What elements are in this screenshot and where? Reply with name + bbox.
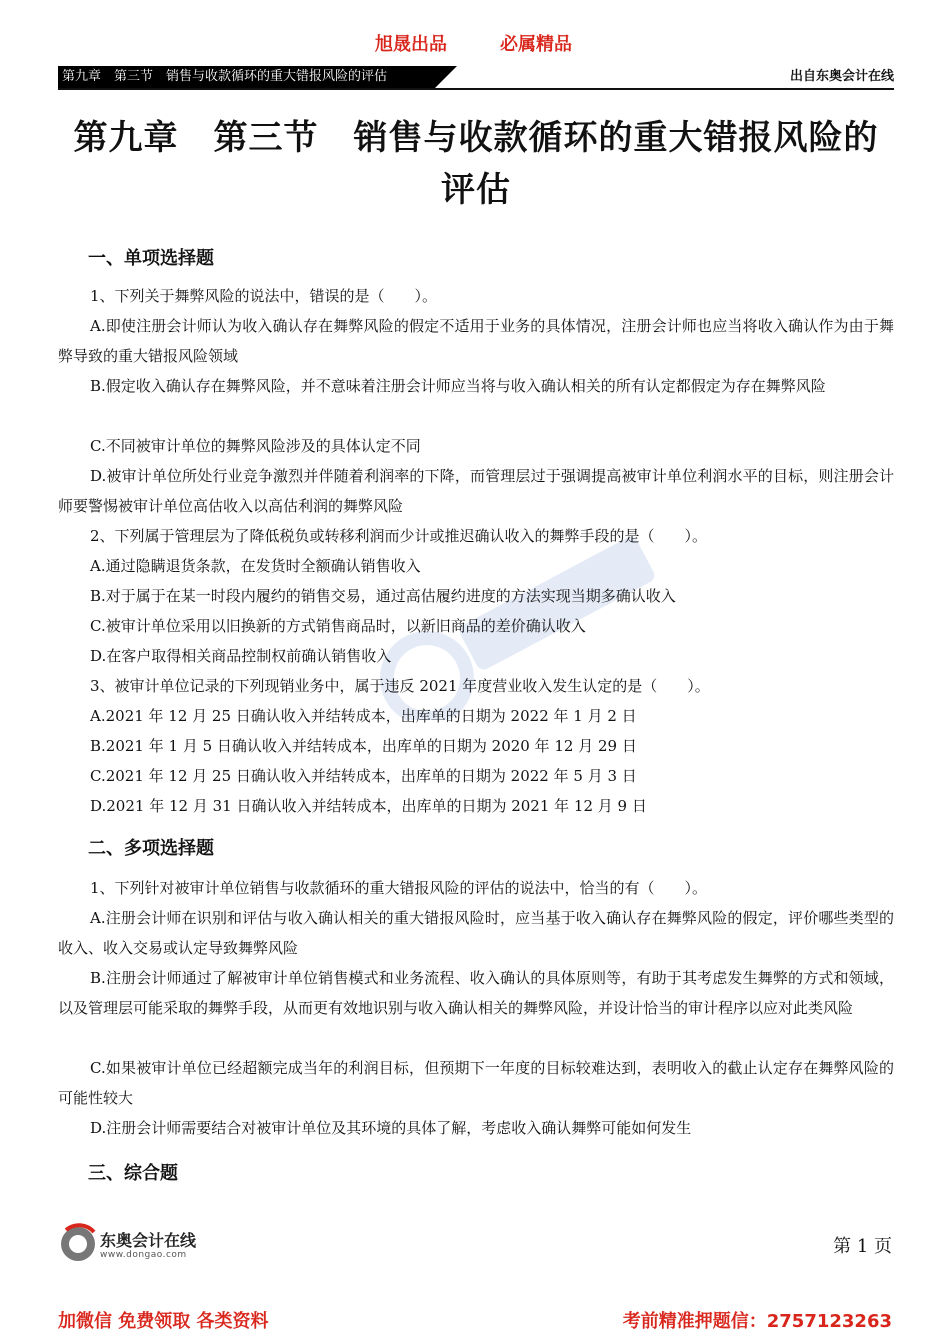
promo-right: 必属精品	[500, 34, 572, 55]
option-text: A.即使注册会计师认为收入确认存在舞弊风险的假定不适用于业务的具体情况，注册会计师也应当将收入确认作为由于舞弊导致的重大错报风险领域	[58, 317, 894, 365]
bottom-promo-left: 加微信 免费领取 各类资料	[58, 1311, 269, 1332]
page-number: 第 1 页	[833, 1236, 892, 1257]
header-chapter-tab: 第九章 第三节 销售与收款循环的重大错报风险的评估	[58, 66, 435, 88]
question-text: 1、下列关于舞弊风险的说法中，错误的是（ ）。	[90, 287, 438, 305]
option-text: B.2021 年 1 月 5 日确认收入并结转成本，出库单的日期为 2020 年 12 月 29 日	[90, 737, 637, 755]
option-text: C.被审计单位采用以旧换新的方式销售商品时，以新旧商品的差价确认收入	[90, 617, 586, 635]
option-text: A.注册会计师在识别和评估与收入确认相关的重大错报风险时，应当基于收入确认存在舞弊风险的假定，评价哪些类型的收入、收入交易或认定导致舞弊风险	[58, 909, 894, 957]
option-text: B.假定收入确认存在舞弊风险，并不意味着注册会计师应当将与收入确认相关的所有认定都假定为存在舞弊风险	[90, 377, 826, 395]
option-text: C.2021 年 12 月 25 日确认收入并结转成本，出库单的日期为 2022 年 5 月 3 日	[90, 767, 637, 785]
option-text: A.通过隐瞒退货条款，在发货时全额确认销售收入	[90, 557, 421, 575]
bottom-promo-right: 考前精准押题信：2757123263	[622, 1311, 892, 1332]
header-tab-slant	[435, 66, 457, 88]
footer-logo-url: www.dongao.com	[100, 1250, 187, 1260]
question-text: 1、下列针对被审计单位销售与收款循环的重大错报风险的评估的说法中，恰当的有（ ）。	[90, 879, 708, 897]
option-text: C.不同被审计单位的舞弊风险涉及的具体认定不同	[90, 437, 421, 455]
title-line-2: 评估	[441, 170, 511, 210]
header-source: 出自东奥会计在线	[789, 69, 894, 84]
option-text: D.注册会计师需要结合对被审计单位及其环境的具体了解，考虑收入确认舞弊可能如何发生	[90, 1119, 692, 1137]
question-text: 3、被审计单位记录的下列现销业务中，属于违反 2021 年度营业收入发生认定的是（ ）。	[90, 677, 710, 695]
option-text: D.被审计单位所处行业竞争激烈并伴随着利润率的下降，而管理层过于强调提高被审计单位利润水平的目标，则注册会计师要警惕被审计单位高估收入以高估利润的舞弊风险	[58, 467, 894, 515]
option-text: C.如果被审计单位已经超额完成当年的利润目标，但预期下一年度的目标较难达到，表明收入的截止认定存在舞弊风险的可能性较大	[58, 1059, 894, 1107]
section-heading-single: 一、单项选择题	[88, 248, 214, 269]
title-line-1: 第九章 第三节 销售与收款循环的重大错报风险的	[73, 118, 879, 158]
section-heading-multi: 二、多项选择题	[88, 838, 214, 859]
option-text: B.对于属于在某一时段内履约的销售交易，通过高估履约进度的方法实现当期多确认收入	[90, 587, 676, 605]
option-text: A.2021 年 12 月 25 日确认收入并结转成本，出库单的日期为 2022 年 1 月 2 日	[90, 707, 637, 725]
document-title	[58, 112, 894, 216]
promo-left: 旭晟出品	[375, 34, 447, 55]
running-header	[58, 66, 894, 90]
question-text: 2、下列属于管理层为了降低税负或转移利润而少计或推迟确认收入的舞弊手段的是（ ）。	[90, 527, 708, 545]
footer-logo-text: 东奥会计在线	[100, 1231, 197, 1250]
option-text: D.2021 年 12 月 31 日确认收入并结转成本，出库单的日期为 2021 年 12 月 9 日	[90, 797, 647, 815]
option-text: B.注册会计师通过了解被审计单位销售模式和业务流程、收入确认的具体原则等，有助于其考虑发生舞弊的方式和领域，以及管理层可能采取的舞弊手段，从而更有效地识别与收入确认相关的舞弊风险，并设计恰当的审计程序以应对此类风险	[58, 969, 894, 1017]
option-text: D.在客户取得相关商品控制权前确认销售收入	[90, 647, 392, 665]
section-heading-composite: 三、综合题	[88, 1163, 178, 1184]
